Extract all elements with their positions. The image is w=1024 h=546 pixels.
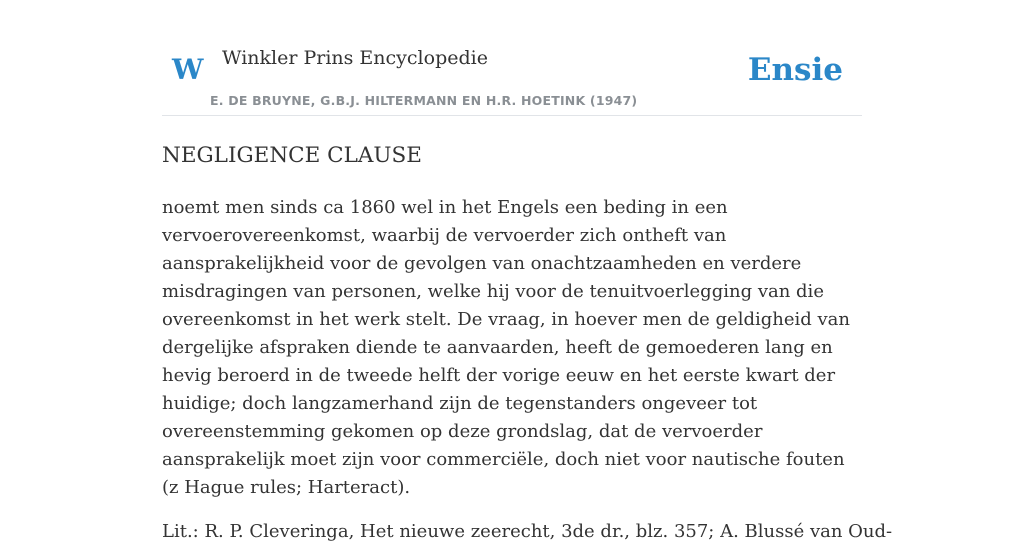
page — [162, 0, 893, 542]
entry-title: NEGLIGENCE CLAUSE — [162, 143, 422, 168]
brand-logo[interactable]: Ensie — [747, 52, 843, 88]
entry-body: noemt men sinds ca 1860 wel in het Engels een beding in een vervoerovereenkomst, waarbij de vervoerder zich ontheft van aansprakelijkheid voor de gevolgen van onachtzaamheden en verdere misdragingen van personen, welke hij voor de tenuitvoerlegging van die overeenkomst in het werk stelt. De vraag, in hoever men de geldigheid van dergelijke afspraken diende te aanvaarden, heeft de gemoederen lang en hevig beroerd in de tweede helft der vorige eeuw en het eerste kwart der huidige; doch langzamerhand zijn de tegenstanders ongeveer tot overeenstemming gekomen op deze grondslag, dat de vervoerder aansprakelijk moet zijn voor commerciële, doch niet voor nautische fouten (z Hague rules; Harteract). — [162, 197, 850, 498]
source-logo[interactable]: W — [172, 53, 204, 86]
source-authors: E. DE BRUYNE, G.B.J. HILTERMANN EN H.R. HOETINK (1947) — [210, 93, 638, 108]
entry-literature: Lit.: R. P. Cleveringa, Het nieuwe zeerecht, 3de dr., blz. 357; A. Blussé van Oud- — [162, 521, 893, 542]
source-header — [162, 0, 862, 116]
source-title[interactable]: Winkler Prins Encyclopedie — [222, 47, 488, 69]
